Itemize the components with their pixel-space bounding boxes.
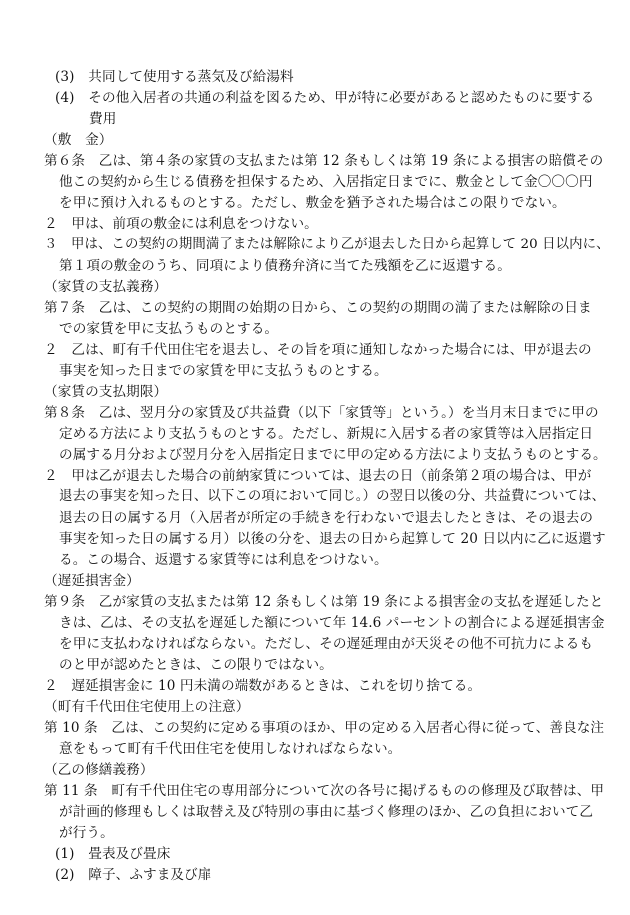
heading-rent-obligation: （家賃の支払義務） [44,279,168,295]
article-11-cont: が計画的修理もしくは取替え及び特別の事由に基づく修理のほか、乙の負担において乙 [59,804,594,820]
article-8-para-2: ２ 甲は乙が退去した場合の前納家賃については、退去の日（前条第２項の場合は、甲が [44,468,592,484]
article-7-cont: での家賃を甲に支払うものとする。 [59,321,279,337]
article-8-para-2-cont: 退去の事実を知った日、以下この項において同じ。）の翌日以後の分、共益費については、 [59,489,606,504]
article-8: 第８条 乙は、翌月分の家賃及び共益費（以下「家賃等」という。）を当月末日までに甲の [44,405,599,421]
article-11-item-2: (2) 障子、ふすま及び扉 [55,867,212,883]
heading-usage-notes: （町有千代田住宅使用上の注意） [44,699,250,715]
article-6-cont: を甲に預け入れるものとする。ただし、敷金を猶予された場合はこの限りでない。 [59,195,566,211]
article-6-para-3: ３ 甲は、この契約の期間満了または解除により乙が退去した日から起算して 20 日以内に、 [44,237,610,252]
item-3: (3) 共同して使用する蒸気及び給湯料 [55,69,294,85]
item-4: (4) その他入居者の共通の利益を図るため、甲が特に必要があると認めたものに要する [55,90,595,106]
item-4-cont: 費用 [89,111,117,127]
article-9: 第９条 乙が家賃の支払または第 12 条もしくは第 19 条による損害金の支払を遅延したと [44,594,604,610]
heading-late-charge: （遅延損害金） [44,573,140,589]
article-7-para-2: ２ 乙は、町有千代田住宅を退去し、その旨を項に通知しなかった場合には、甲が退去の [44,342,592,358]
heading-rent-deadline: （家賃の支払期限） [44,384,168,400]
article-9-cont: を甲に支払わなければならない。ただし、その遅延理由が天災その他不可抗力によるも [59,636,594,652]
article-9-cont: のと甲が認めたときは、この限りではない。 [59,657,333,673]
article-8-para-2-cont: る。この場合、返還する家賃等には利息をつけない。 [59,552,388,568]
article-6: 第６条 乙は、第４条の家賃の支払または第 12 条もしくは第 19 条による損害の賠償その [44,153,604,169]
article-6-cont: 他この契約から生じる債務を担保するため、入居指定日までに、敷金として金〇〇〇円 [59,174,593,190]
article-8-para-2-cont: 退去の日の属する月（入居者が所定の手続きを行わないで退去したときは、その退去の [59,510,594,526]
article-10: 第 10 条 乙は、この契約に定める事項のほか、甲の定める入居者心得に従って、善良な注 [44,720,605,736]
article-8-cont: 定める方法により支払うものとする。ただし、新規に入居する者の家賃等は入居指定日 [59,426,594,442]
article-9-para-2: ２ 遅延損害金に 10 円未満の端数があるときは、これを切り捨てる。 [44,678,482,694]
article-6-para-2: ２ 甲は、前項の敷金には利息をつけない。 [44,216,318,232]
article-8-cont: の属する月分および翌月分を入居指定日までに甲の定める方法により支払うものとする。 [59,447,607,463]
article-11-cont: が行う。 [59,825,114,841]
article-7-para-2-cont: 事実を知った日までの家賃を甲に支払うものとする。 [59,363,388,379]
article-6-para-3-cont: 第１項の敷金のうち、同項により債務弁済に当てた残額を乙に返還する。 [59,258,511,274]
article-8-para-2-cont: 事実を知った日の属する月）以後の分を、退去の日から起算して 20 日以内に乙に返還す [59,531,606,547]
article-7: 第７条 乙は、この契約の期間の始期の日から、この契約の期間の満了または解除の日ま [44,300,592,316]
article-11: 第 11 条 町有千代田住宅の専用部分について次の各号に掲げるものの修理及び取替は、甲 [44,783,605,799]
article-11-item-1: (1) 畳表及び畳床 [55,846,171,862]
article-10-cont: 意をもって町有千代田住宅を使用しなければならない。 [59,741,402,757]
heading-repair-duty: （乙の修繕義務） [44,762,154,778]
article-9-cont: きは、乙は、その支払を遅延した額について年 14.6 パーセントの割合による遅延損害金 [59,615,605,631]
heading-deposit: （敷 金） [44,132,113,148]
